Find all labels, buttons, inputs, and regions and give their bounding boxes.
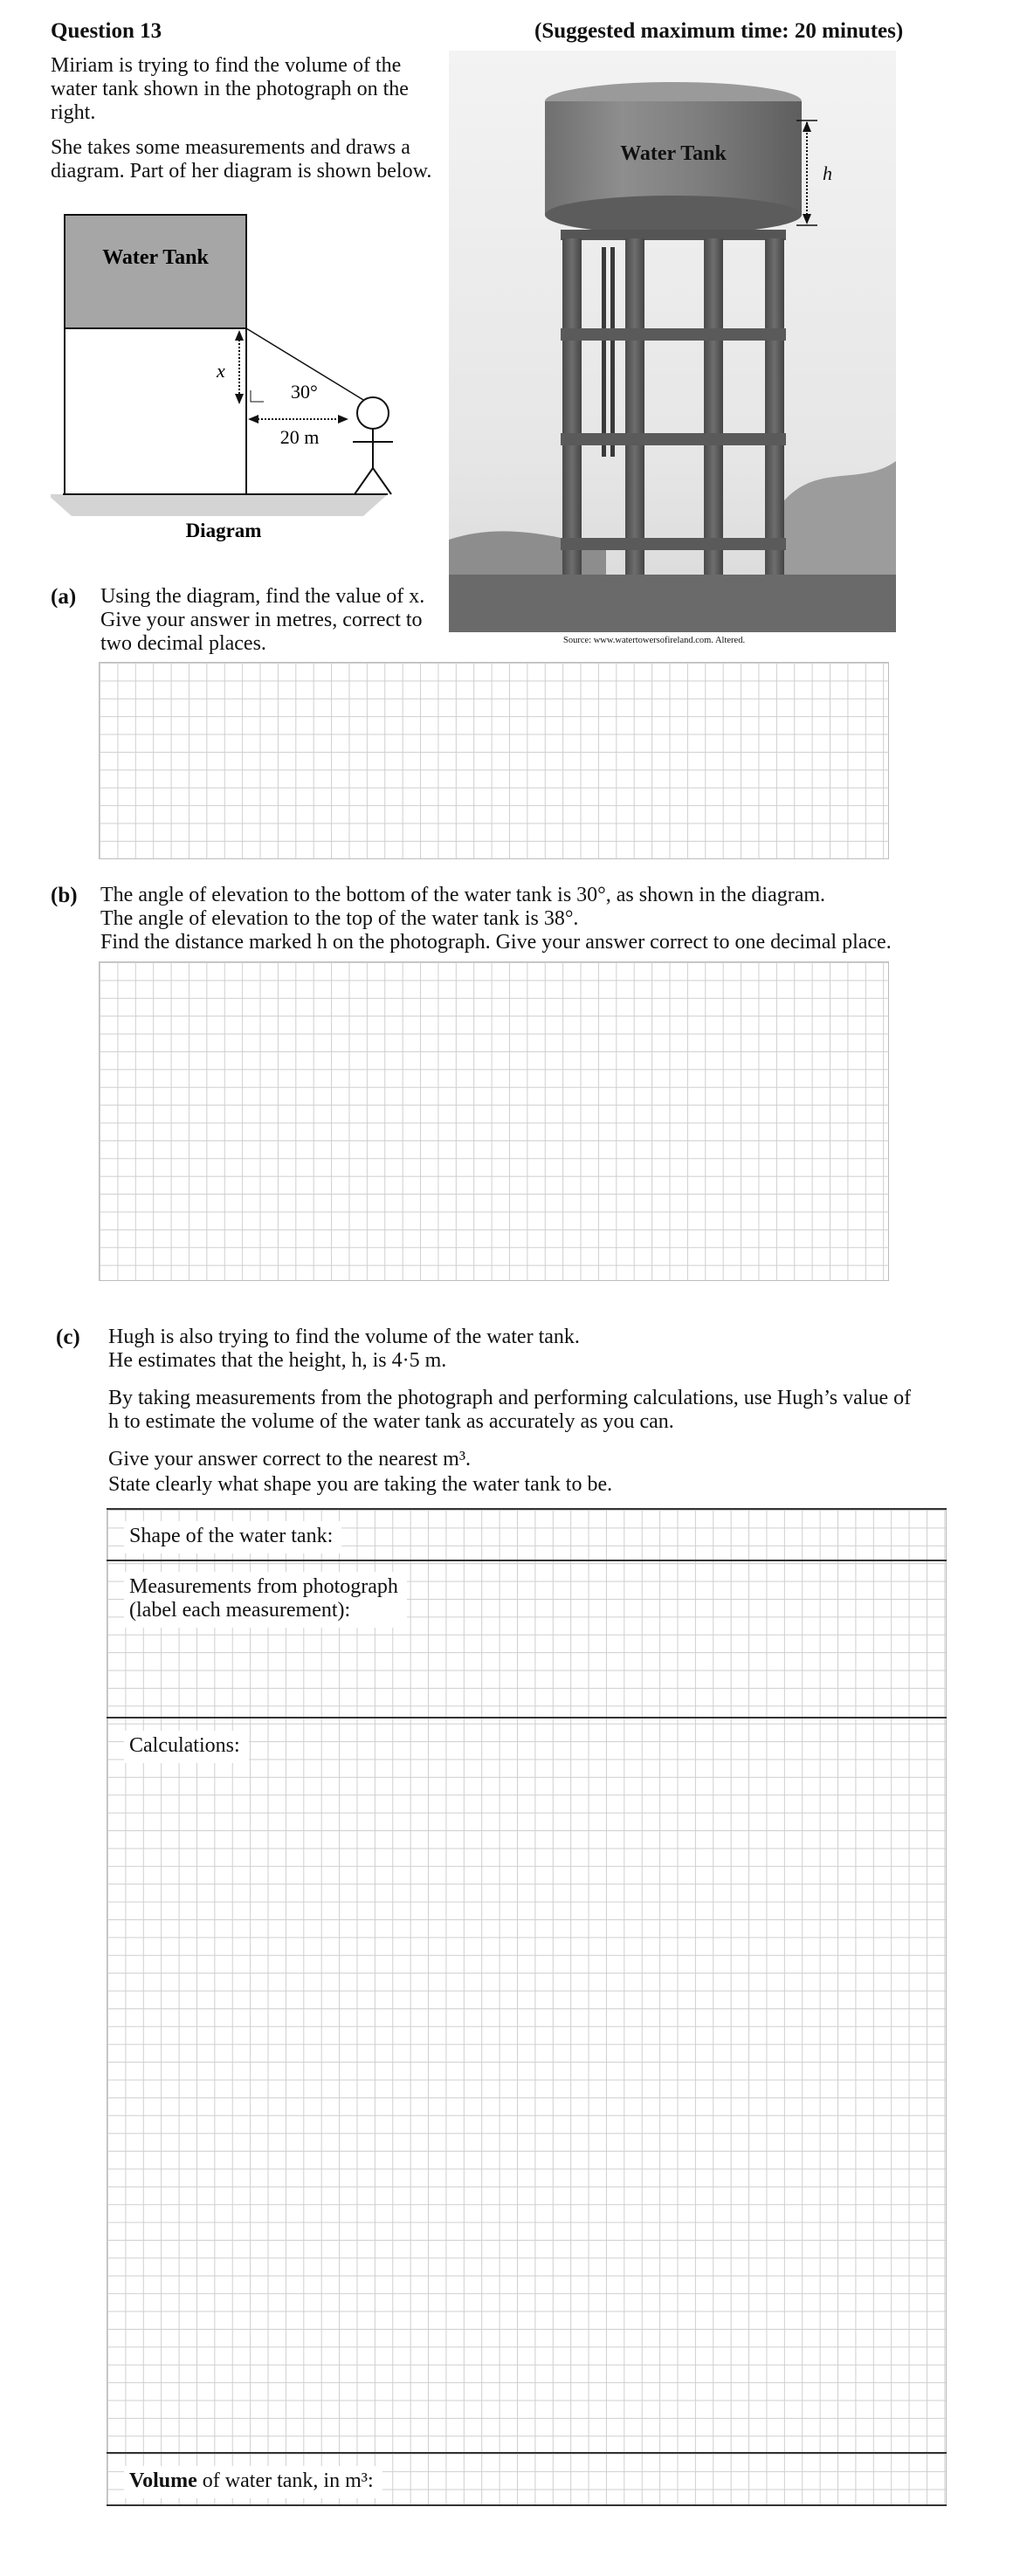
distance-arrow-right	[338, 415, 348, 424]
diagram-caption: Diagram	[185, 520, 262, 541]
rule-top	[107, 1508, 947, 1510]
tank-bottom	[545, 196, 802, 234]
diagram-svg	[51, 206, 417, 547]
diagram	[51, 206, 417, 547]
rule-calculations	[107, 2452, 947, 2454]
ring-beam-2	[561, 433, 786, 445]
part-b-line-1: The angle of elevation to the bottom of the water tank is 30°, as shown in the diagram.	[100, 884, 826, 906]
water-tower-photo	[449, 51, 896, 632]
pipe-1	[602, 247, 606, 457]
part-c-paragraph-2: By taking measurements from the photograph and performing calculations, use Hugh’s value of h to estimate the volume of the water tank as accurately as you can.	[108, 1387, 912, 1433]
volume-label-bold: Volume	[129, 2469, 197, 2492]
calculations-field-label: Calculations:	[124, 1731, 249, 1763]
photo-svg	[449, 51, 896, 632]
column-1	[562, 238, 582, 575]
diagram-distance-label: 20 m	[279, 426, 320, 448]
measurements-field-label	[124, 1572, 407, 1628]
measurements-label-line-2: (label each measurement):	[129, 1599, 351, 1622]
diagram-x-label: x	[217, 360, 225, 382]
part-b-line-3: Find the distance marked h on the photograph. Give your answer correct to one decimal place.	[100, 931, 892, 954]
pipe-2	[610, 247, 615, 457]
tank-rect	[65, 215, 246, 328]
part-c-line-2: He estimates that the height, h, is 4·5 m.	[108, 1349, 447, 1372]
person-leg-right	[373, 468, 391, 494]
column-4	[765, 238, 784, 575]
part-a-text: Using the diagram, find the value of x. Give your answer in metres, correct to two decimal places.	[100, 585, 425, 655]
part-c-line-4: State clearly what shape you are taking the water tank to be.	[108, 1473, 613, 1496]
photo-h-label: h	[823, 162, 832, 184]
intro-paragraph-2: She takes some measurements and draws a diagram. Part of her diagram is shown below.	[51, 136, 432, 183]
person-head	[357, 397, 389, 429]
intro-paragraph-1: Miriam is trying to find the volume of the water tank shown in the photograph on the right.	[51, 54, 409, 124]
diagram-angle-label: 30°	[291, 381, 318, 403]
right-angle-mark	[251, 390, 264, 402]
part-c-line-1: Hugh is also trying to find the volume of the water tank.	[108, 1326, 580, 1348]
photo-source: Source: www.watertowersofireland.com. Altered.	[563, 636, 746, 645]
rule-bottom	[107, 2504, 947, 2506]
part-a-answer-grid[interactable]	[99, 662, 889, 859]
distance-arrow-left	[248, 415, 258, 424]
photo-tank-label: Water Tank	[620, 142, 727, 165]
part-a-label: (a)	[51, 585, 77, 609]
column-2	[625, 238, 644, 575]
part-c-answer-grid[interactable]	[107, 1509, 947, 2506]
measurements-label-line-1: Measurements from photograph	[129, 1575, 398, 1598]
ground	[449, 575, 896, 632]
volume-field-label	[124, 2466, 382, 2498]
suggested-time: (Suggested maximum time: 20 minutes)	[534, 19, 904, 43]
column-3	[704, 238, 723, 575]
part-c-line-3: Give your answer correct to the nearest m³.	[108, 1448, 472, 1471]
volume-label-rest: of water tank, in m³:	[196, 2469, 374, 2492]
tank-rim	[561, 230, 786, 240]
ring-beam-3	[561, 538, 786, 550]
person-leg-left	[355, 468, 373, 494]
ring-beam-1	[561, 328, 786, 341]
part-c-label: (c)	[56, 1326, 80, 1349]
part-b-answer-grid[interactable]	[99, 961, 889, 1281]
question-title: Question 13	[51, 19, 162, 43]
part-b-label: (b)	[51, 884, 78, 907]
rule-measurements	[107, 1717, 947, 1718]
tower-rect	[65, 328, 246, 494]
part-b-line-2: The angle of elevation to the top of the water tank is 38°.	[100, 907, 579, 930]
rule-shape	[107, 1560, 947, 1561]
diagram-tank-label: Water Tank	[102, 246, 209, 269]
ground-shadow	[51, 494, 388, 516]
shape-field-label: Shape of the water tank:	[124, 1521, 341, 1553]
